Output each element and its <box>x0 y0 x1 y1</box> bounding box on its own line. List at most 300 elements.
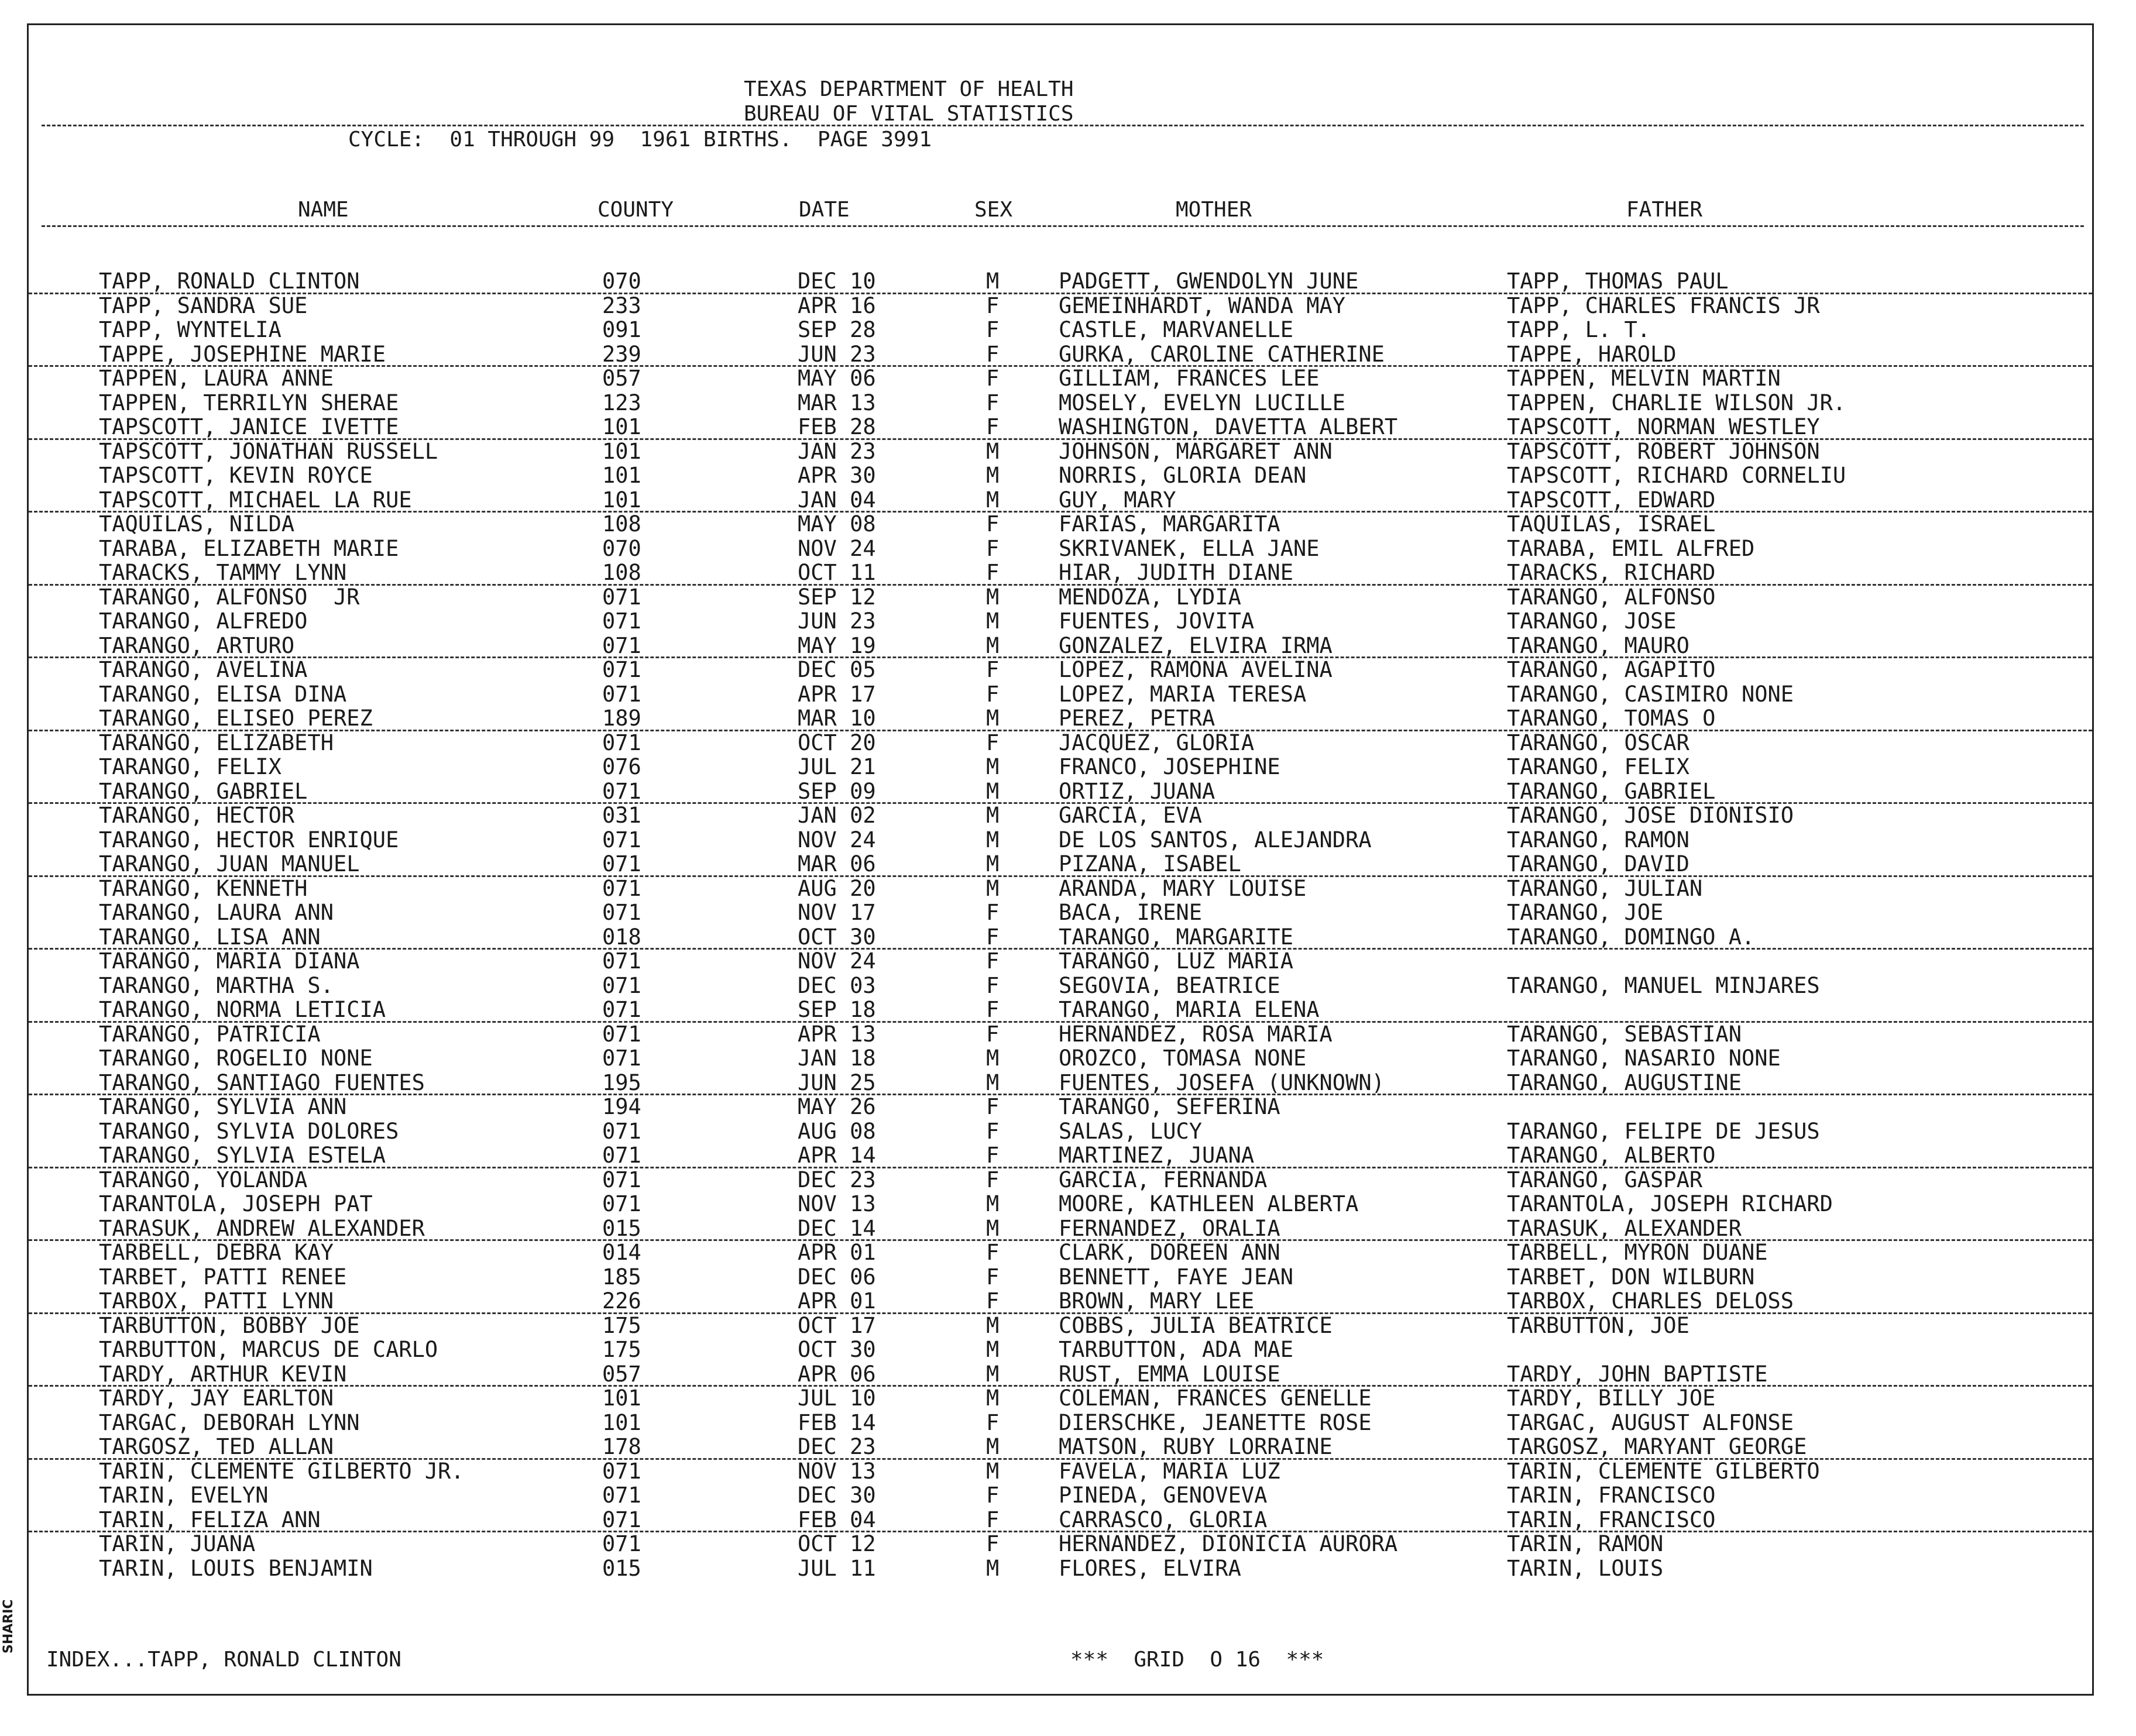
cycle-line: CYCLE: 01 THROUGH 99 1961 BIRTHS. PAGE 3991 <box>348 128 932 152</box>
cell-sex: F <box>986 1167 1000 1192</box>
cell-date: MAR 13 <box>798 390 876 415</box>
table-row <box>29 270 2092 294</box>
cell-mother: FLORES, ELVIRA <box>1059 1555 1241 1581</box>
cell-name: TARANGO, ROGELIO NONE <box>99 1046 373 1071</box>
cell-mother: MATSON, RUBY LORRAINE <box>1059 1434 1333 1459</box>
cell-father: TARANGO, RAMON <box>1507 827 1689 852</box>
cell-name: TARIN, EVELYN <box>99 1483 269 1508</box>
cell-date: APR 01 <box>798 1240 876 1265</box>
table-row <box>29 1095 2092 1120</box>
table-row <box>29 804 2092 829</box>
cell-sex: M <box>986 1215 1000 1241</box>
cell-father: TARBELL, MYRON DUANE <box>1507 1240 1768 1265</box>
cell-date: SEP 09 <box>798 778 876 804</box>
cell-name: TARASUK, ANDREW ALEXANDER <box>99 1215 425 1241</box>
table-row <box>29 1217 2092 1242</box>
cell-name: TARANGO, ALFREDO <box>99 609 308 634</box>
cell-father: TARANGO, FELIPE DE JESUS <box>1507 1118 1820 1144</box>
cell-sex: F <box>986 997 1000 1022</box>
grid-label: *** GRID O 16 *** <box>1070 1648 1324 1672</box>
column-header-divider <box>42 225 2084 227</box>
cell-father: TARANGO, NASARIO NONE <box>1507 1046 1781 1071</box>
cell-county: 101 <box>602 1386 641 1411</box>
cell-county: 233 <box>602 293 641 318</box>
table-row <box>29 1460 2092 1484</box>
cell-county: 071 <box>602 609 641 634</box>
cell-mother: LOPEZ, RAMONA AVELINA <box>1059 657 1333 682</box>
cell-name: TARIN, CLEMENTE GILBERTO JR. <box>99 1458 464 1484</box>
table-row <box>29 1314 2092 1339</box>
cell-name: TARANGO, KENNETH <box>99 875 308 901</box>
cell-name: TARDY, ARTHUR KEVIN <box>99 1361 347 1387</box>
cell-sex: M <box>986 487 1000 513</box>
cell-mother: SEGOVIA, BEATRICE <box>1059 972 1280 998</box>
cell-name: TARANGO, AVELINA <box>99 657 308 682</box>
table-row <box>29 1241 2092 1266</box>
cell-county: 108 <box>602 511 641 537</box>
cell-mother: DIERSCHKE, JEANETTE ROSE <box>1059 1410 1372 1435</box>
column-header-father: FATHER <box>1626 198 1703 222</box>
cell-mother: MARTINEZ, JUANA <box>1059 1143 1255 1168</box>
cell-sex: F <box>986 317 1000 342</box>
cell-county: 071 <box>602 948 641 974</box>
cell-sex: M <box>986 609 1000 634</box>
cell-name: TARDY, JAY EARLTON <box>99 1386 334 1411</box>
cell-sex: F <box>986 414 1000 439</box>
cell-county: 071 <box>602 972 641 998</box>
cell-mother: HERNANDEZ, DIONICIA AURORA <box>1059 1531 1398 1556</box>
cell-county: 018 <box>602 924 641 950</box>
cell-name: TARANGO, LISA ANN <box>99 924 321 950</box>
cell-sex: M <box>986 1386 1000 1411</box>
cell-date: DEC 23 <box>798 1167 876 1192</box>
cell-sex: M <box>986 1434 1000 1459</box>
cell-date: SEP 18 <box>798 997 876 1022</box>
cell-mother: GONZALEZ, ELVIRA IRMA <box>1059 632 1333 658</box>
table-row <box>29 926 2092 950</box>
table-row <box>29 1071 2092 1096</box>
cell-father: TARDY, JOHN BAPTISTE <box>1507 1361 1768 1387</box>
cell-father: TAPSCOTT, NORMAN WESTLEY <box>1507 414 1820 439</box>
table-row <box>29 731 2092 756</box>
cell-name: TAPSCOTT, MICHAEL LA RUE <box>99 487 412 513</box>
table-row <box>29 1508 2092 1533</box>
table-row <box>29 634 2092 659</box>
cell-name: TARANGO, MARIA DIANA <box>99 948 360 974</box>
cell-date: APR 14 <box>798 1143 876 1168</box>
column-header-county: COUNTY <box>597 198 674 222</box>
cell-mother: CARRASCO, GLORIA <box>1059 1507 1268 1532</box>
cell-father: TAPPE, HAROLD <box>1507 341 1677 367</box>
cell-date: OCT 30 <box>798 1337 876 1362</box>
cell-county: 057 <box>602 366 641 391</box>
cell-mother: PINEDA, GENOVEVA <box>1059 1483 1268 1508</box>
cell-mother: NORRIS, GLORIA DEAN <box>1059 463 1307 488</box>
cell-county: 071 <box>602 900 641 925</box>
side-label: SHARIC <box>1 1599 16 1654</box>
cell-mother: ARANDA, MARY LOUISE <box>1059 875 1307 901</box>
cell-father: TAPP, THOMAS PAUL <box>1507 269 1729 294</box>
cell-sex: F <box>986 1507 1000 1532</box>
cell-county: 226 <box>602 1288 641 1314</box>
table-row <box>29 367 2092 391</box>
cell-name: TARANGO, ARTURO <box>99 632 295 658</box>
cell-date: NOV 24 <box>798 948 876 974</box>
cell-mother: SKRIVANEK, ELLA JANE <box>1059 535 1320 561</box>
table-row <box>29 901 2092 926</box>
cell-county: 101 <box>602 487 641 513</box>
cell-date: JUL 21 <box>798 754 876 779</box>
cell-father: TAQUILAS, ISRAEL <box>1507 511 1716 537</box>
table-row <box>29 1363 2092 1387</box>
cell-mother: SALAS, LUCY <box>1059 1118 1203 1144</box>
cell-name: TARANGO, SYLVIA ESTELA <box>99 1143 386 1168</box>
cell-father: TARANGO, GASPAR <box>1507 1167 1703 1192</box>
cell-name: TARANGO, GABRIEL <box>99 778 308 804</box>
cell-date: JAN 02 <box>798 803 876 828</box>
table-row <box>29 391 2092 416</box>
cell-date: APR 16 <box>798 293 876 318</box>
cell-date: DEC 03 <box>798 972 876 998</box>
cell-father: TARANGO, JOSE DIONISIO <box>1507 803 1794 828</box>
cell-mother: GUY, MARY <box>1059 487 1176 513</box>
cell-date: JAN 04 <box>798 487 876 513</box>
cell-mother: HERNANDEZ, ROSA MARIA <box>1059 1021 1333 1047</box>
cell-father: TARIN, FRANCISCO <box>1507 1507 1716 1532</box>
cell-date: OCT 17 <box>798 1312 876 1338</box>
cell-date: NOV 13 <box>798 1458 876 1484</box>
cell-date: FEB 04 <box>798 1507 876 1532</box>
table-row <box>29 415 2092 440</box>
cell-sex: M <box>986 1458 1000 1484</box>
cell-mother: FUENTES, JOSEFA (UNKNOWN) <box>1059 1070 1385 1095</box>
table-row <box>29 950 2092 974</box>
cell-county: 071 <box>602 1046 641 1071</box>
cell-father: TARDY, BILLY JOE <box>1507 1386 1716 1411</box>
cell-father: TARIN, LOUIS <box>1507 1555 1664 1581</box>
cell-mother: DE LOS SANTOS, ALEJANDRA <box>1059 827 1372 852</box>
cell-name: TARBET, PATTI RENEE <box>99 1264 347 1290</box>
cell-date: MAY 08 <box>798 511 876 537</box>
cell-county: 070 <box>602 535 641 561</box>
table-row <box>29 1532 2092 1557</box>
cell-name: TAPSCOTT, KEVIN ROYCE <box>99 463 373 488</box>
cell-mother: TARANGO, SEFERINA <box>1059 1094 1280 1119</box>
cell-county: 071 <box>602 1507 641 1532</box>
cell-name: TARBUTTON, BOBBY JOE <box>99 1312 360 1338</box>
cell-sex: F <box>986 730 1000 755</box>
cell-father: TARANGO, SEBASTIAN <box>1507 1021 1742 1047</box>
column-header-sex: SEX <box>974 198 1013 222</box>
cell-date: APR 06 <box>798 1361 876 1387</box>
cell-sex: F <box>986 972 1000 998</box>
cell-father: TAPSCOTT, ROBERT JOHNSON <box>1507 438 1820 464</box>
cell-sex: F <box>986 1531 1000 1556</box>
cell-date: NOV 24 <box>798 535 876 561</box>
cell-name: TARBELL, DEBRA KAY <box>99 1240 334 1265</box>
cell-county: 071 <box>602 778 641 804</box>
table-row <box>29 586 2092 610</box>
cell-name: TARANGO, SYLVIA ANN <box>99 1094 347 1119</box>
cell-father: TARANGO, FELIX <box>1507 754 1689 779</box>
table-row <box>29 1435 2092 1460</box>
cell-county: 071 <box>602 1531 641 1556</box>
cell-name: TARANGO, YOLANDA <box>99 1167 308 1192</box>
cell-name: TARABA, ELIZABETH MARIE <box>99 535 399 561</box>
cell-sex: M <box>986 632 1000 658</box>
cell-sex: F <box>986 948 1000 974</box>
cell-mother: COLEMAN, FRANCES GENELLE <box>1059 1386 1372 1411</box>
cell-father: TARGOSZ, MARYANT GEORGE <box>1507 1434 1807 1459</box>
cell-date: JUN 23 <box>798 609 876 634</box>
cell-county: 239 <box>602 341 641 367</box>
cell-date: OCT 11 <box>798 560 876 585</box>
cell-date: OCT 20 <box>798 730 876 755</box>
cell-sex: F <box>986 900 1000 925</box>
cell-county: 071 <box>602 1483 641 1508</box>
table-row <box>29 1120 2092 1144</box>
cell-date: SEP 12 <box>798 584 876 610</box>
cell-date: MAY 06 <box>798 366 876 391</box>
column-header-name: NAME <box>298 198 349 222</box>
cell-father: TARANGO, GABRIEL <box>1507 778 1716 804</box>
cell-father: TAPPEN, CHARLIE WILSON JR. <box>1507 390 1846 415</box>
cell-date: JUN 25 <box>798 1070 876 1095</box>
cell-father: TAPPEN, MELVIN MARTIN <box>1507 366 1781 391</box>
cell-date: DEC 14 <box>798 1215 876 1241</box>
cell-sex: F <box>986 1410 1000 1435</box>
cell-sex: F <box>986 924 1000 950</box>
cell-county: 175 <box>602 1337 641 1362</box>
cell-sex: F <box>986 657 1000 682</box>
cell-date: JAN 23 <box>798 438 876 464</box>
cell-father: TARASUK, ALEXANDER <box>1507 1215 1742 1241</box>
cell-sex: F <box>986 535 1000 561</box>
cell-mother: LOPEZ, MARIA TERESA <box>1059 681 1307 707</box>
cell-county: 175 <box>602 1312 641 1338</box>
cell-date: OCT 30 <box>798 924 876 950</box>
cell-sex: F <box>986 1118 1000 1144</box>
table-row <box>29 1192 2092 1217</box>
cell-date: DEC 10 <box>798 269 876 294</box>
cell-mother: RUST, EMMA LOUISE <box>1059 1361 1280 1387</box>
cell-father: TARANGO, JULIAN <box>1507 875 1703 901</box>
cell-name: TAPP, RONALD CLINTON <box>99 269 360 294</box>
cell-father: TARANGO, CASIMIRO NONE <box>1507 681 1794 707</box>
cell-mother: FRANCO, JOSEPHINE <box>1059 754 1280 779</box>
cell-name: TAPSCOTT, JANICE IVETTE <box>99 414 399 439</box>
cell-mother: FAVELA, MARIA LUZ <box>1059 1458 1280 1484</box>
table-row <box>29 610 2092 634</box>
cell-county: 031 <box>602 803 641 828</box>
cell-county: 071 <box>602 827 641 852</box>
cell-father: TARIN, RAMON <box>1507 1531 1664 1556</box>
cell-mother: PADGETT, GWENDOLYN JUNE <box>1059 269 1359 294</box>
cell-date: NOV 24 <box>798 827 876 852</box>
cell-sex: F <box>986 293 1000 318</box>
cell-county: 071 <box>602 681 641 707</box>
cell-county: 108 <box>602 560 641 585</box>
cell-name: TARANGO, JUAN MANUEL <box>99 851 360 876</box>
cell-county: 071 <box>602 875 641 901</box>
cell-county: 178 <box>602 1434 641 1459</box>
cell-sex: M <box>986 1046 1000 1071</box>
cell-date: APR 01 <box>798 1288 876 1314</box>
cell-sex: F <box>986 1094 1000 1119</box>
cell-father: TARANGO, DAVID <box>1507 851 1689 876</box>
cell-date: SEP 28 <box>798 317 876 342</box>
cell-county: 057 <box>602 1361 641 1387</box>
table-row <box>29 489 2092 513</box>
cell-county: 091 <box>602 317 641 342</box>
cell-name: TARGAC, DEBORAH LYNN <box>99 1410 360 1435</box>
table-row <box>29 852 2092 877</box>
index-label: INDEX...TAPP, RONALD CLINTON <box>46 1648 401 1672</box>
cell-date: APR 13 <box>798 1021 876 1047</box>
cell-mother: ORTIZ, JUANA <box>1059 778 1215 804</box>
cell-sex: M <box>986 754 1000 779</box>
table-row <box>29 294 2092 319</box>
table-row <box>29 318 2092 343</box>
cell-sex: F <box>986 341 1000 367</box>
cell-mother: COBBS, JULIA BEATRICE <box>1059 1312 1333 1338</box>
cell-mother: MOORE, KATHLEEN ALBERTA <box>1059 1191 1359 1216</box>
table-row <box>29 707 2092 731</box>
cell-name: TARANGO, HECTOR <box>99 803 295 828</box>
cell-name: TARANGO, ELISEO PEREZ <box>99 706 373 731</box>
cell-county: 015 <box>602 1215 641 1241</box>
cell-name: TARANGO, ELIZABETH <box>99 730 334 755</box>
cell-mother: PEREZ, PETRA <box>1059 706 1215 731</box>
table-row <box>29 1144 2092 1168</box>
table-row <box>29 1411 2092 1436</box>
cell-sex: M <box>986 851 1000 876</box>
cell-date: APR 30 <box>798 463 876 488</box>
cell-sex: M <box>986 584 1000 610</box>
cell-date: FEB 14 <box>798 1410 876 1435</box>
cell-sex: F <box>986 1143 1000 1168</box>
cell-mother: FERNANDEZ, ORALIA <box>1059 1215 1280 1241</box>
cell-date: MAY 26 <box>798 1094 876 1119</box>
cell-county: 071 <box>602 1118 641 1144</box>
cell-county: 194 <box>602 1094 641 1119</box>
table-row <box>29 1290 2092 1314</box>
table-row <box>29 464 2092 489</box>
cell-mother: BROWN, MARY LEE <box>1059 1288 1255 1314</box>
cell-mother: GEMEINHARDT, WANDA MAY <box>1059 293 1346 318</box>
cell-mother: GURKA, CAROLINE CATHERINE <box>1059 341 1385 367</box>
cell-name: TAPSCOTT, JONATHAN RUSSELL <box>99 438 438 464</box>
cell-name: TARANGO, HECTOR ENRIQUE <box>99 827 399 852</box>
cell-county: 071 <box>602 997 641 1022</box>
cell-father: TARANTOLA, JOSEPH RICHARD <box>1507 1191 1833 1216</box>
cell-date: DEC 30 <box>798 1483 876 1508</box>
cell-name: TARANGO, LAURA ANN <box>99 900 334 925</box>
cell-mother: GILLIAM, FRANCES LEE <box>1059 366 1320 391</box>
cell-father: TARBET, DON WILBURN <box>1507 1264 1755 1290</box>
table-row <box>29 1047 2092 1071</box>
cell-county: 101 <box>602 1410 641 1435</box>
table-row <box>29 537 2092 562</box>
table-row <box>29 1266 2092 1290</box>
cell-sex: M <box>986 438 1000 464</box>
cell-father: TARGAC, AUGUST ALFONSE <box>1507 1410 1794 1435</box>
cell-name: TARANGO, SANTIAGO FUENTES <box>99 1070 425 1095</box>
cell-mother: JACQUEZ, GLORIA <box>1059 730 1255 755</box>
cell-date: AUG 08 <box>798 1118 876 1144</box>
cell-county: 071 <box>602 584 641 610</box>
table-row <box>29 780 2092 805</box>
cell-sex: M <box>986 269 1000 294</box>
table-row <box>29 1168 2092 1193</box>
cell-sex: M <box>986 778 1000 804</box>
cell-father: TARANGO, ALBERTO <box>1507 1143 1716 1168</box>
agency-title: TEXAS DEPARTMENT OF HEALTH <box>744 77 1074 101</box>
cell-sex: M <box>986 827 1000 852</box>
cell-father: TARANGO, TOMAS O <box>1507 706 1716 731</box>
cell-sex: M <box>986 1312 1000 1338</box>
cell-date: JUL 11 <box>798 1555 876 1581</box>
cell-mother: BENNETT, FAYE JEAN <box>1059 1264 1293 1290</box>
cell-county: 071 <box>602 657 641 682</box>
cell-county: 101 <box>602 438 641 464</box>
cell-name: TAPPEN, TERRILYN SHERAE <box>99 390 399 415</box>
table-row <box>29 1484 2092 1508</box>
cell-father: TAPP, CHARLES FRANCIS JR <box>1507 293 1820 318</box>
cell-name: TARANGO, FELIX <box>99 754 281 779</box>
cell-name: TARIN, LOUIS BENJAMIN <box>99 1555 373 1581</box>
cell-county: 076 <box>602 754 641 779</box>
cell-date: MAR 10 <box>798 706 876 731</box>
cell-name: TAPP, SANDRA SUE <box>99 293 308 318</box>
cell-sex: M <box>986 803 1000 828</box>
cell-sex: M <box>986 463 1000 488</box>
cell-sex: F <box>986 1240 1000 1265</box>
bureau-title: BUREAU OF VITAL STATISTICS <box>744 102 1074 126</box>
cell-sex: F <box>986 1288 1000 1314</box>
cell-county: 071 <box>602 1143 641 1168</box>
cell-sex: F <box>986 511 1000 537</box>
cell-date: DEC 06 <box>798 1264 876 1290</box>
cell-father: TARANGO, ALFONSO <box>1507 584 1716 610</box>
cell-name: TARBUTTON, MARCUS DE CARLO <box>99 1337 438 1362</box>
cell-father: TARANGO, AUGUSTINE <box>1507 1070 1742 1095</box>
cell-mother: TARANGO, MARGARITE <box>1059 924 1293 950</box>
cell-sex: F <box>986 1021 1000 1047</box>
cell-mother: MOSELY, EVELYN LUCILLE <box>1059 390 1346 415</box>
cell-date: AUG 20 <box>798 875 876 901</box>
cell-name: TARANGO, PATRICIA <box>99 1021 321 1047</box>
cell-date: APR 17 <box>798 681 876 707</box>
table-row <box>29 440 2092 465</box>
cell-father: TAPP, L. T. <box>1507 317 1651 342</box>
table-row <box>29 998 2092 1023</box>
cell-father: TAPSCOTT, RICHARD CORNELIU <box>1507 463 1846 488</box>
cell-father: TARANGO, MANUEL MINJARES <box>1507 972 1820 998</box>
cell-father: TARANGO, DOMINGO A. <box>1507 924 1755 950</box>
cell-sex: F <box>986 1483 1000 1508</box>
cell-county: 071 <box>602 730 641 755</box>
cell-county: 071 <box>602 1021 641 1047</box>
table-row <box>29 1557 2092 1582</box>
table-row <box>29 974 2092 999</box>
table-row <box>29 877 2092 902</box>
cell-father: TARANGO, AGAPITO <box>1507 657 1716 682</box>
cell-name: TAPPE, JOSEPHINE MARIE <box>99 341 386 367</box>
cell-date: OCT 12 <box>798 1531 876 1556</box>
cell-sex: F <box>986 390 1000 415</box>
cell-sex: M <box>986 1070 1000 1095</box>
